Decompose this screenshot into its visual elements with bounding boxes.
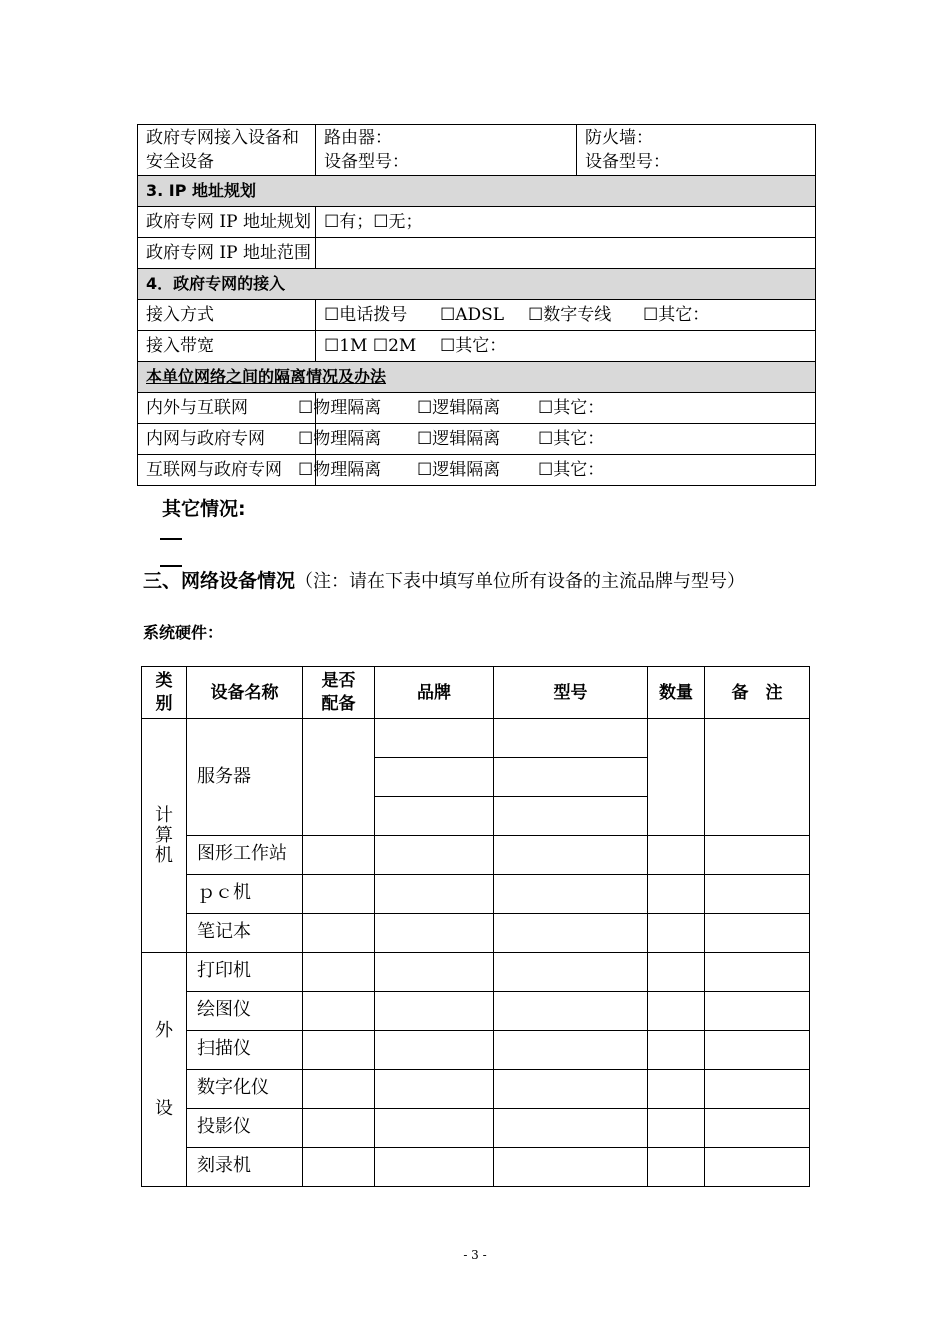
cell[interactable] <box>648 992 705 1031</box>
cell[interactable] <box>375 836 494 875</box>
cell[interactable] <box>648 1070 705 1109</box>
header-model: 型号 <box>494 667 648 719</box>
device-row <box>138 125 816 176</box>
cell[interactable] <box>705 1031 810 1070</box>
iso3-physical[interactable]: ☐物理隔离 <box>298 460 382 480</box>
cell[interactable] <box>494 992 648 1031</box>
cell[interactable] <box>648 875 705 914</box>
bandwidth-label: 接入带宽 <box>138 331 316 362</box>
cell[interactable] <box>648 953 705 992</box>
table-row <box>142 1031 810 1070</box>
server-brand-3[interactable] <box>375 797 494 836</box>
table-row <box>142 992 810 1031</box>
access-opt-adsl[interactable]: ☐ADSL <box>440 305 505 325</box>
server-equipped[interactable] <box>303 719 375 836</box>
iso2-physical[interactable]: ☐物理隔离 <box>298 429 382 449</box>
cell[interactable] <box>494 1031 648 1070</box>
iso1-other[interactable]: ☐其它： <box>538 398 605 418</box>
server-model-1[interactable] <box>494 719 648 758</box>
cell[interactable] <box>494 1109 648 1148</box>
cell[interactable] <box>648 836 705 875</box>
cell[interactable] <box>303 836 375 875</box>
header-remarks: 备 注 <box>705 667 810 719</box>
table-row <box>142 1148 810 1187</box>
iso1-logical[interactable]: ☐逻辑隔离 <box>417 398 501 418</box>
cell[interactable] <box>648 914 705 953</box>
header-category: 类别 <box>142 667 187 719</box>
bandwidth-opt-speeds[interactable]: ☐1M ☐2M <box>324 336 417 356</box>
cell[interactable] <box>375 1148 494 1187</box>
access-opt-dedicated[interactable]: ☐数字专线 <box>528 305 612 325</box>
cell[interactable] <box>375 1109 494 1148</box>
iso1-physical[interactable]: ☐物理隔离 <box>298 398 382 418</box>
cell[interactable] <box>375 1070 494 1109</box>
cell[interactable] <box>705 992 810 1031</box>
cell[interactable] <box>303 875 375 914</box>
device-workstation: 图形工作站 <box>187 836 303 875</box>
table-row <box>142 1109 810 1148</box>
cell[interactable] <box>375 875 494 914</box>
cell[interactable] <box>705 914 810 953</box>
router-model-label: 设备型号： <box>324 152 409 172</box>
server-model-2[interactable] <box>494 758 648 797</box>
isolation-label-2: 内网与政府专网 <box>138 424 316 455</box>
isolation-options-1 <box>298 393 816 424</box>
cell[interactable] <box>303 1070 375 1109</box>
other-situation-title: 其它情况: <box>162 498 246 520</box>
bandwidth-opt-other[interactable]: ☐其它： <box>440 336 507 356</box>
cell[interactable] <box>303 1148 375 1187</box>
isolation-label-3: 互联网与政府专网 <box>138 455 316 486</box>
router-label: 路由器： <box>324 128 392 148</box>
cell[interactable] <box>494 914 648 953</box>
header-row <box>142 667 810 719</box>
access-mode-options <box>316 300 816 331</box>
cell[interactable] <box>648 1109 705 1148</box>
ip-plan-label: 政府专网 IP 地址规划 <box>138 207 316 238</box>
table-row <box>142 836 810 875</box>
network-info-table <box>137 124 816 486</box>
ip-range-value[interactable] <box>316 238 816 269</box>
bandwidth-options <box>316 331 816 362</box>
section-heading-line <box>143 566 745 593</box>
device-plotter: 绘图仪 <box>187 992 303 1031</box>
header-quantity: 数量 <box>648 667 705 719</box>
server-brand-2[interactable] <box>375 758 494 797</box>
firewall-label: 防火墙： <box>585 128 653 148</box>
header-equipped: 是否配备 <box>303 667 375 719</box>
access-opt-dialup[interactable]: ☐电话拨号 <box>324 305 408 325</box>
table-row <box>142 875 810 914</box>
device-projector: 投影仪 <box>187 1109 303 1148</box>
firewall-model-label: 设备型号： <box>585 152 670 172</box>
header-brand: 品牌 <box>375 667 494 719</box>
cell[interactable] <box>705 875 810 914</box>
table-row <box>142 1070 810 1109</box>
isolation-options-2 <box>298 424 816 455</box>
cell[interactable] <box>375 914 494 953</box>
isolation-heading: 本单位网络之间的隔离情况及办法 <box>138 362 816 393</box>
category-peripheral-1: 外 <box>155 1019 173 1041</box>
cell[interactable] <box>375 992 494 1031</box>
section-access-heading: 4．政府专网的接入 <box>138 269 816 300</box>
cell[interactable] <box>303 953 375 992</box>
cell[interactable] <box>375 1031 494 1070</box>
iso2-other[interactable]: ☐其它： <box>538 429 605 449</box>
cell[interactable] <box>494 953 648 992</box>
device-scanner: 扫描仪 <box>187 1031 303 1070</box>
iso2-logical[interactable]: ☐逻辑隔离 <box>417 429 501 449</box>
section-note: （注：请在下表中填写单位所有设备的主流品牌与型号） <box>295 571 746 592</box>
firewall-cell <box>577 125 816 176</box>
server-brand-1[interactable] <box>375 719 494 758</box>
hardware-table <box>141 666 810 1187</box>
cell[interactable] <box>705 1148 810 1187</box>
device-burner: 刻录机 <box>187 1148 303 1187</box>
section-heading: 三、网络设备情况 <box>143 570 296 592</box>
access-opt-other[interactable]: ☐其它： <box>643 305 710 325</box>
server-quantity[interactable] <box>648 719 705 836</box>
header-device-name: 设备名称 <box>187 667 303 719</box>
category-computer: 计算机 <box>142 719 187 953</box>
isolation-options-3 <box>298 455 816 486</box>
iso3-other[interactable]: ☐其它： <box>538 460 605 480</box>
device-printer: 打印机 <box>187 953 303 992</box>
device-pc: ｐｃ机 <box>187 875 303 914</box>
table-row <box>142 914 810 953</box>
category-peripheral <box>142 953 187 1187</box>
device-server: 服务器 <box>187 719 303 836</box>
device-digitizer: 数字化仪 <box>187 1070 303 1109</box>
cell[interactable] <box>494 1148 648 1187</box>
cell[interactable] <box>303 914 375 953</box>
device-label: 政府专网接入设备和安全设备 <box>138 125 316 176</box>
section-ip-heading: 3. IP 地址规划 <box>138 176 816 207</box>
cell[interactable] <box>303 1031 375 1070</box>
server-model-3[interactable] <box>494 797 648 836</box>
ip-plan-checkboxes[interactable]: ☐有；☐无； <box>316 207 816 238</box>
iso3-logical[interactable]: ☐逻辑隔离 <box>417 460 501 480</box>
page-number: - 3 - <box>463 1248 487 1262</box>
category-peripheral-2: 设 <box>155 1097 173 1119</box>
cell[interactable] <box>375 953 494 992</box>
access-mode-label: 接入方式 <box>138 300 316 331</box>
isolation-label-1: 内外与互联网 <box>138 393 316 424</box>
cell[interactable] <box>494 1070 648 1109</box>
cell[interactable] <box>705 953 810 992</box>
server-remarks[interactable] <box>705 719 810 836</box>
cell[interactable] <box>705 1070 810 1109</box>
cell[interactable] <box>648 1148 705 1187</box>
cell[interactable] <box>705 836 810 875</box>
cell[interactable] <box>494 836 648 875</box>
table-row <box>142 953 810 992</box>
dash-line-1 <box>160 538 182 540</box>
ip-range-label: 政府专网 IP 地址范围 <box>138 238 316 269</box>
device-laptop: 笔记本 <box>187 914 303 953</box>
cell[interactable] <box>648 1031 705 1070</box>
cell[interactable] <box>494 875 648 914</box>
cell[interactable] <box>303 992 375 1031</box>
hardware-title: 系统硬件： <box>143 623 224 642</box>
cell[interactable] <box>705 1109 810 1148</box>
cell[interactable] <box>303 1109 375 1148</box>
router-cell <box>316 125 577 176</box>
